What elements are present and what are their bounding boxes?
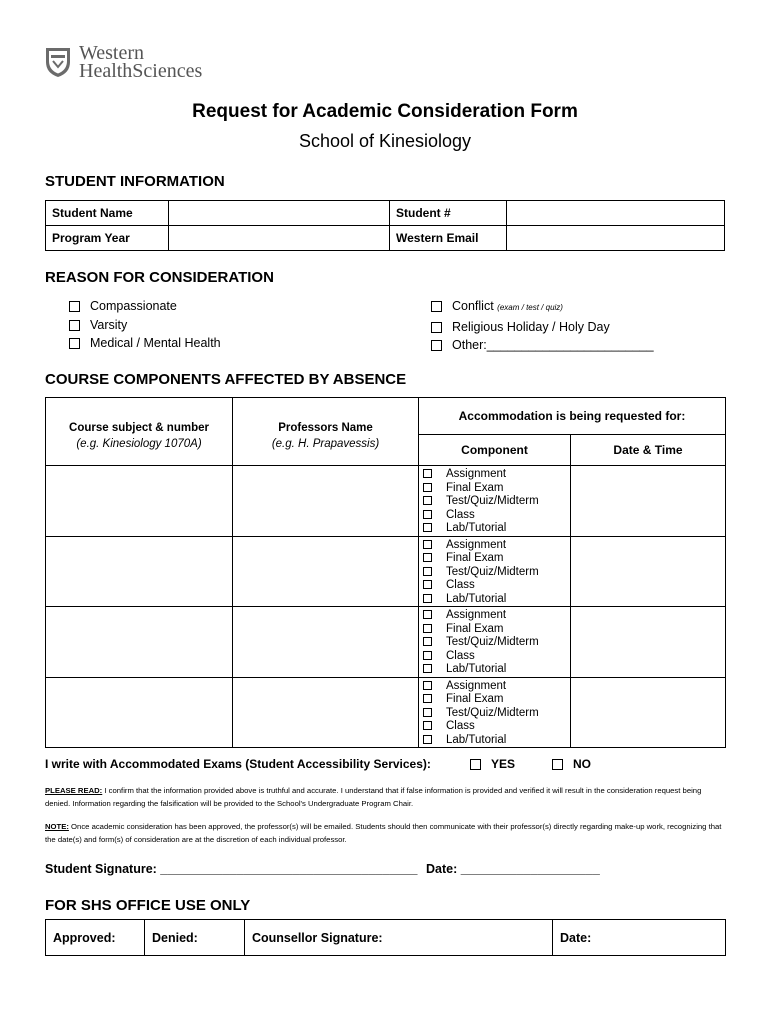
checkbox[interactable] <box>423 708 432 717</box>
component-label: Test/Quiz/Midterm <box>446 706 539 719</box>
checkbox[interactable] <box>423 594 432 603</box>
reason-option-label: Other:________________________ <box>452 338 654 352</box>
checkbox[interactable] <box>423 496 432 505</box>
reason-option-label: Medical / Mental Health <box>90 336 221 350</box>
component-option[interactable] <box>423 566 570 580</box>
accommodated-exams-question: I write with Accommodated Exams (Student Accessibility Services): <box>45 757 431 771</box>
component-checklist <box>419 677 571 748</box>
note-paragraph <box>45 821 725 846</box>
logo-line-1: Western <box>79 42 145 64</box>
component-option[interactable] <box>423 522 570 536</box>
checkbox[interactable] <box>552 759 563 770</box>
component-checklist <box>419 536 571 607</box>
component-label: Assignment <box>446 538 507 551</box>
reason-option-label: Varsity <box>90 317 128 332</box>
student-name-label: Student Name <box>46 201 169 226</box>
component-label: Lab/Tutorial <box>446 733 507 746</box>
checkbox[interactable] <box>431 322 442 333</box>
no-label: NO <box>573 757 591 771</box>
component-label: Assignment <box>446 609 507 621</box>
component-option[interactable] <box>423 680 570 694</box>
student-number-field[interactable] <box>507 201 725 226</box>
reason-option-other[interactable] <box>431 336 654 355</box>
checkbox[interactable] <box>423 637 432 646</box>
component-option[interactable] <box>423 693 570 707</box>
column-example: (e.g. Kinesiology 1070A) <box>76 438 202 450</box>
checkbox[interactable] <box>423 510 432 519</box>
approved-field[interactable]: Approved: <box>46 920 145 956</box>
please-read-label: PLEASE READ: <box>45 786 103 795</box>
course-field[interactable] <box>46 677 233 748</box>
signature-date-line[interactable]: Date: ____________________ <box>426 862 600 876</box>
reason-option-label: Religious Holiday / Holy Day <box>452 319 610 334</box>
reason-right-options <box>431 297 654 355</box>
date-time-field[interactable] <box>571 607 726 678</box>
student-signature-line[interactable]: Student Signature: _____________________________________ <box>45 862 418 876</box>
component-label: Test/Quiz/Midterm <box>446 565 539 578</box>
checkbox[interactable] <box>431 340 442 351</box>
component-option[interactable] <box>423 720 570 734</box>
checkbox[interactable] <box>69 338 80 349</box>
checkbox[interactable] <box>423 664 432 673</box>
component-option[interactable] <box>423 468 570 482</box>
professor-name-header <box>233 398 419 466</box>
professor-field[interactable] <box>233 607 419 678</box>
reason-heading: REASON FOR CONSIDERATION <box>45 269 274 286</box>
date-time-field[interactable] <box>571 536 726 607</box>
component-label: Final Exam <box>446 622 504 635</box>
component-option[interactable] <box>423 636 570 650</box>
checkbox[interactable] <box>423 567 432 576</box>
component-option[interactable] <box>423 495 570 509</box>
professor-field[interactable] <box>233 677 419 748</box>
component-label: Class <box>446 579 475 591</box>
logo-line-2: HealthSciences <box>79 60 203 82</box>
component-option[interactable] <box>423 734 570 748</box>
checkbox[interactable] <box>69 320 80 331</box>
component-label: Class <box>446 720 475 732</box>
component-label: Lab/Tutorial <box>446 522 507 534</box>
professor-field[interactable] <box>233 536 419 607</box>
please-read-paragraph <box>45 785 725 810</box>
reason-option-religious[interactable] <box>431 318 654 337</box>
note-text: Once academic consideration has been approved, the professor(s) will be emailed. Students should then communicate with their professor(s) directly regarding make-up work, recognizing that the date(s) and form(s) of consideration are at the discretion of each individual professor. <box>45 822 722 844</box>
component-label: Class <box>446 649 475 662</box>
reason-option-conflict[interactable] <box>431 297 654 318</box>
column-label: Professors Name <box>278 422 373 434</box>
checkbox[interactable] <box>423 580 432 589</box>
western-email-label: Western Email <box>390 226 507 251</box>
component-option[interactable] <box>423 707 570 721</box>
counsellor-signature-field[interactable]: Counsellor Signature: <box>245 920 553 956</box>
component-option[interactable] <box>423 539 570 553</box>
course-field[interactable] <box>46 607 233 678</box>
component-label: Assignment <box>446 468 507 480</box>
checkbox[interactable] <box>423 721 432 730</box>
component-option[interactable] <box>423 482 570 496</box>
checkbox[interactable] <box>423 624 432 633</box>
conflict-note: (exam / test / quiz) <box>497 303 563 312</box>
student-info-table <box>45 200 725 251</box>
checkbox[interactable] <box>431 301 442 312</box>
form-title: Request for Academic Consideration Form <box>192 101 578 122</box>
reason-left-options <box>69 297 221 353</box>
reason-option-label: Conflict <box>452 299 494 313</box>
checkbox[interactable] <box>423 553 432 562</box>
component-checklist <box>419 466 571 537</box>
accommodated-yes-option[interactable] <box>470 757 515 771</box>
checkbox[interactable] <box>423 523 432 532</box>
column-example: (e.g. H. Prapavessis) <box>271 438 380 450</box>
office-use-heading: FOR SHS OFFICE USE ONLY <box>45 897 251 914</box>
denied-field[interactable]: Denied: <box>145 920 245 956</box>
component-label: Final Exam <box>446 552 504 564</box>
checkbox[interactable] <box>69 301 80 312</box>
course-field[interactable] <box>46 536 233 607</box>
office-date-field[interactable]: Date: <box>553 920 726 956</box>
program-year-label: Program Year <box>46 226 169 251</box>
checkbox[interactable] <box>423 694 432 703</box>
office-use-table <box>45 919 726 956</box>
checkbox[interactable] <box>423 681 432 690</box>
component-label: Test/Quiz/Midterm <box>446 636 539 648</box>
component-label: Final Exam <box>446 481 504 494</box>
component-option[interactable] <box>423 663 570 677</box>
student-info-heading: STUDENT INFORMATION <box>45 173 225 190</box>
component-option[interactable] <box>423 552 570 566</box>
course-components-heading: COURSE COMPONENTS AFFECTED BY ABSENCE <box>45 371 407 388</box>
reason-option[interactable] <box>69 334 221 353</box>
component-label: Assignment <box>446 679 507 692</box>
course-row <box>46 607 726 678</box>
course-row <box>46 536 726 607</box>
component-option[interactable] <box>423 623 570 637</box>
course-row <box>46 677 726 748</box>
course-field[interactable] <box>46 466 233 537</box>
component-option[interactable] <box>423 593 570 607</box>
column-label: Course subject & number <box>69 422 209 434</box>
note-label: NOTE: <box>45 822 69 831</box>
component-label: Lab/Tutorial <box>446 592 507 605</box>
component-label: Lab/Tutorial <box>446 663 507 675</box>
checkbox[interactable] <box>423 469 432 478</box>
accommodation-header: Accommodation is being requested for: <box>419 398 726 435</box>
yes-label: YES <box>491 757 516 771</box>
course-components-table <box>45 397 726 748</box>
checkbox[interactable] <box>423 540 432 549</box>
reason-option[interactable] <box>69 297 221 316</box>
component-label: Final Exam <box>446 693 504 705</box>
faculty-logo-text <box>79 44 202 80</box>
component-label: Test/Quiz/Midterm <box>446 495 539 507</box>
please-read-text: I confirm that the information provided above is truthful and accurate. I understand that if false information is provided and verified it will result in the consideration request being denied. Information regarding the falsification will be provided to the School's Undergraduate Program Chair. <box>45 786 702 808</box>
checkbox[interactable] <box>423 735 432 744</box>
accommodated-no-option[interactable] <box>552 757 591 771</box>
checkbox[interactable] <box>423 610 432 619</box>
course-subject-header <box>46 398 233 466</box>
reason-option[interactable] <box>69 316 221 335</box>
date-time-field[interactable] <box>571 677 726 748</box>
western-shield-logo-icon <box>45 46 71 78</box>
date-time-header: Date & Time <box>571 435 726 466</box>
component-header: Component <box>419 435 571 466</box>
date-time-field[interactable] <box>571 466 726 537</box>
component-option[interactable] <box>423 509 570 523</box>
professor-field[interactable] <box>233 466 419 537</box>
western-email-field[interactable] <box>507 226 725 251</box>
checkbox[interactable] <box>423 651 432 660</box>
checkbox[interactable] <box>470 759 481 770</box>
course-row <box>46 466 726 537</box>
component-option[interactable] <box>423 609 570 623</box>
reason-option-label: Compassionate <box>90 299 177 313</box>
student-name-field[interactable] <box>169 201 390 226</box>
checkbox[interactable] <box>423 483 432 492</box>
program-year-field[interactable] <box>169 226 390 251</box>
student-number-label: Student # <box>390 201 507 226</box>
component-checklist <box>419 607 571 678</box>
component-label: Class <box>446 508 475 521</box>
component-option[interactable] <box>423 579 570 593</box>
component-option[interactable] <box>423 650 570 664</box>
form-subtitle: School of Kinesiology <box>298 131 472 151</box>
